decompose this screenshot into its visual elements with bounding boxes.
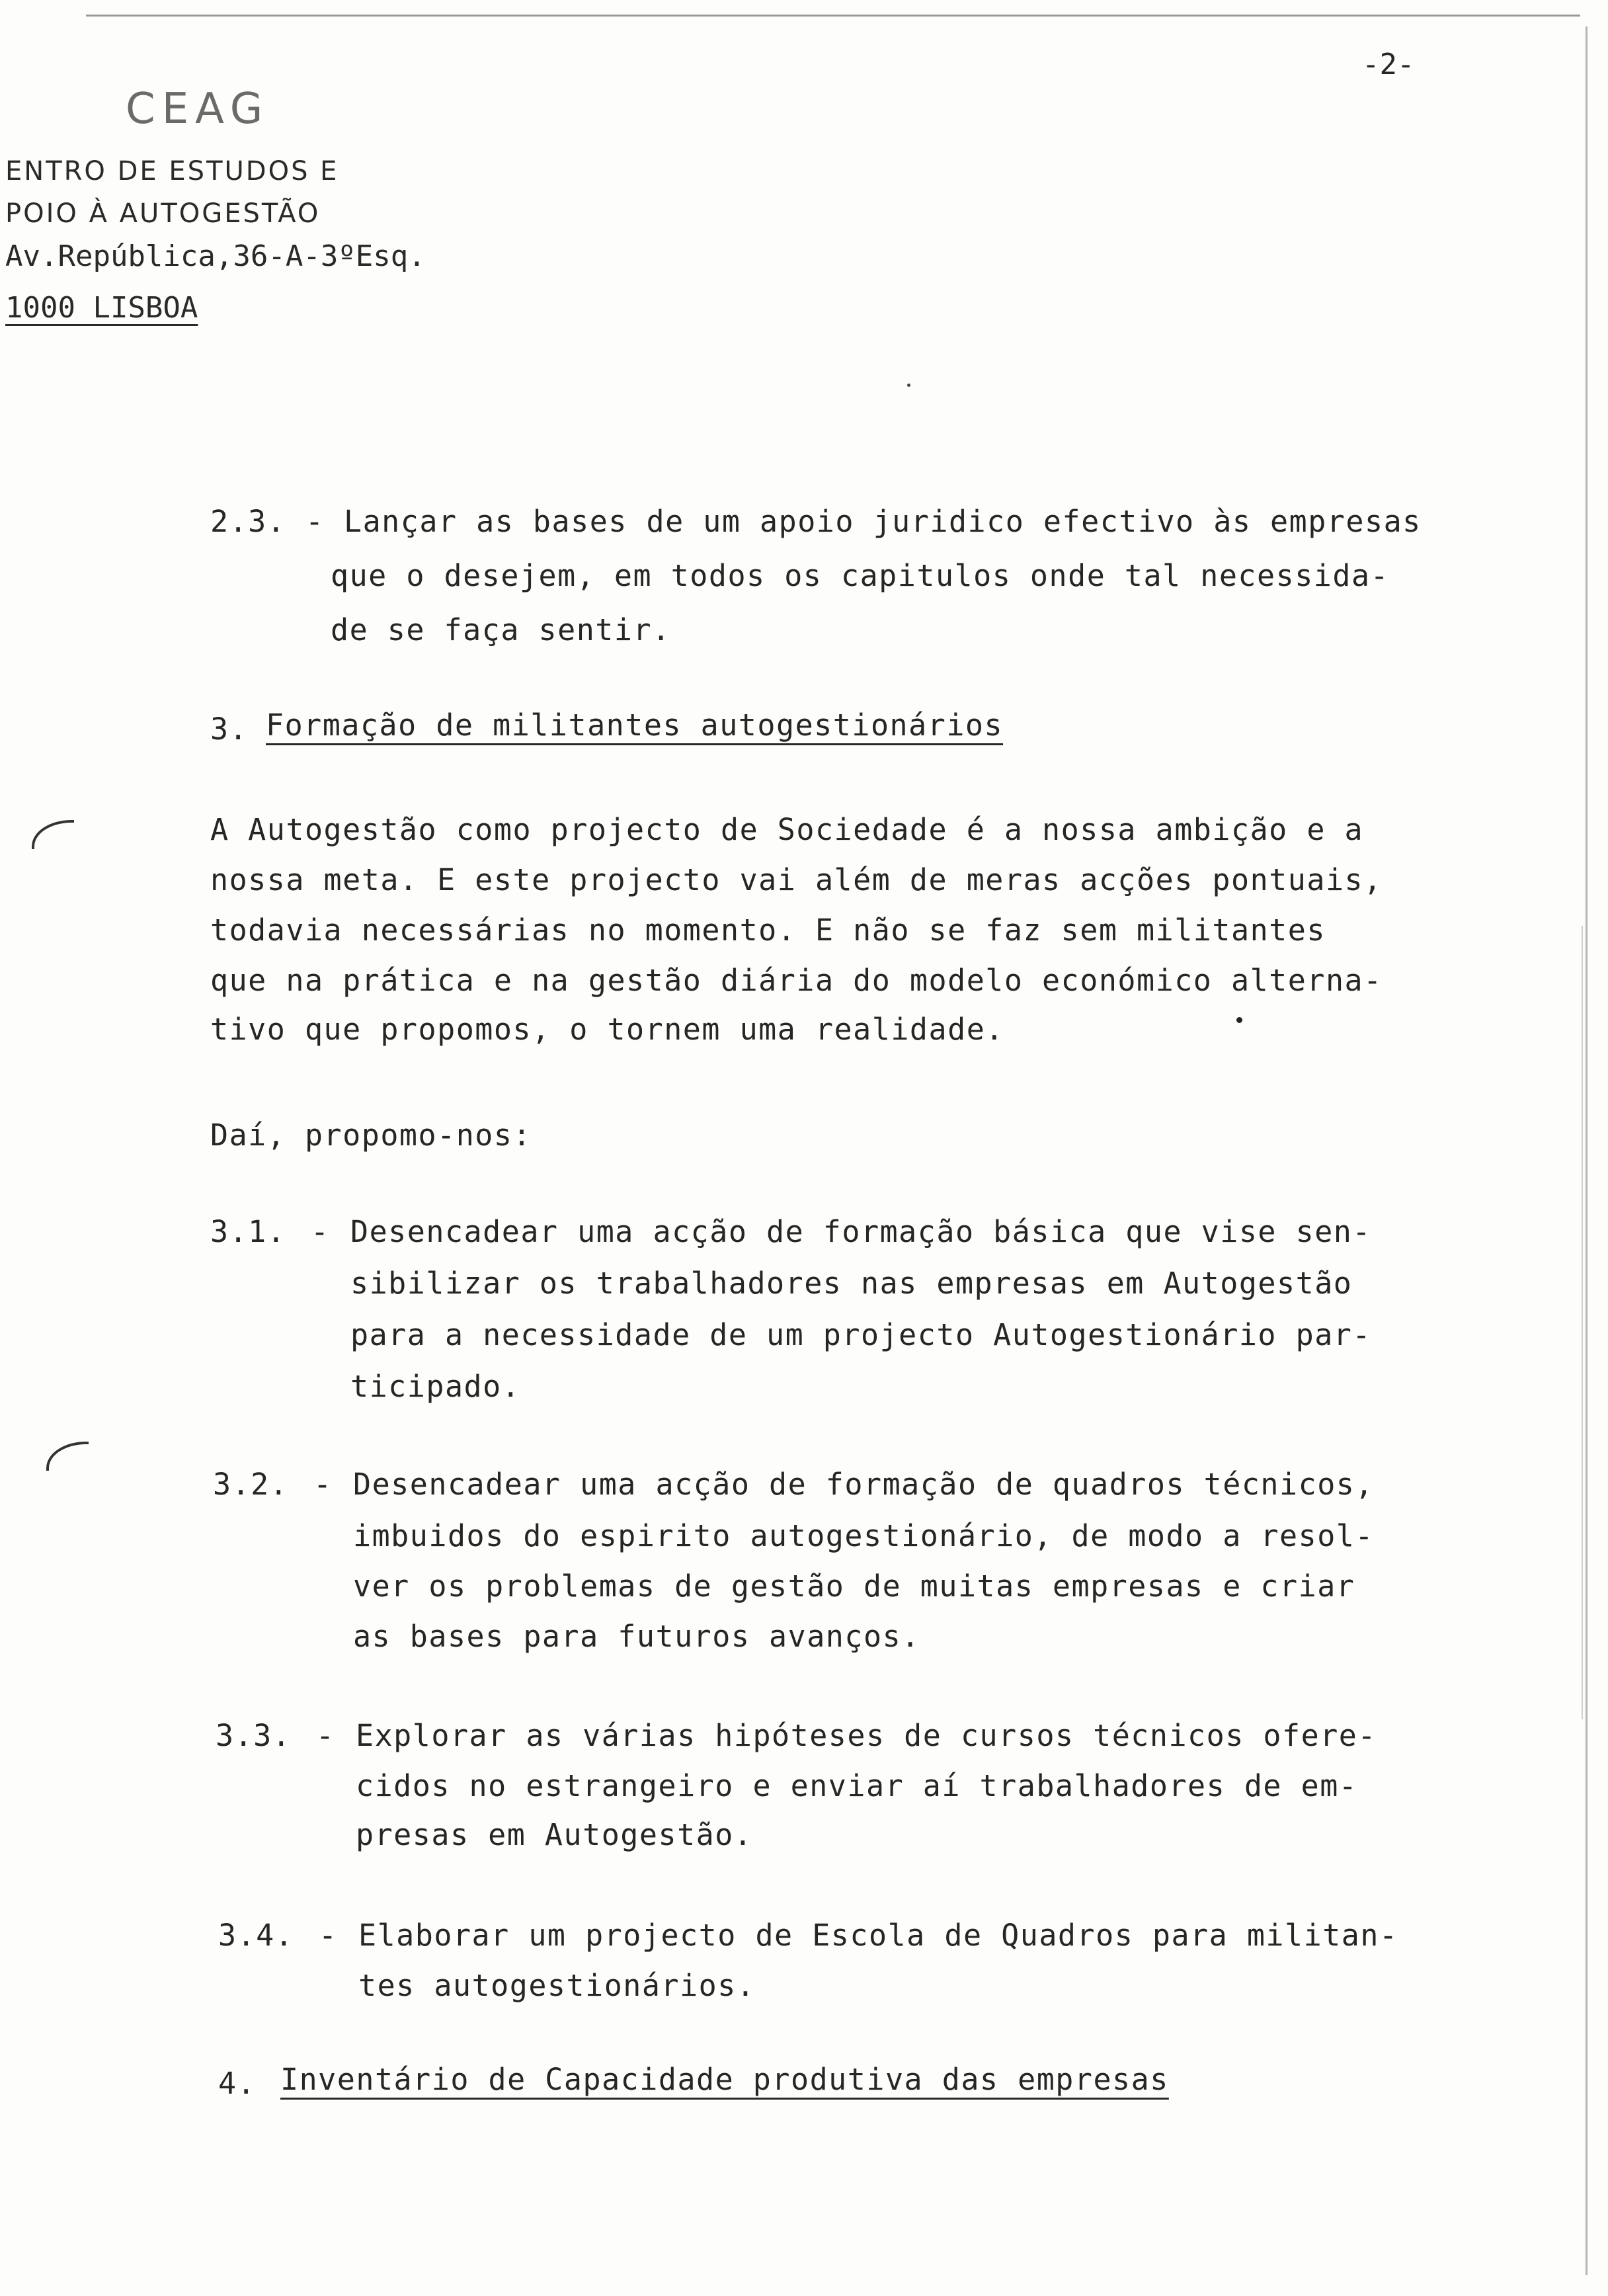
paragraph-line-4: que na prática e na gestão diária do modelo económico alterna- bbox=[210, 963, 1383, 998]
ink-dot bbox=[1236, 1017, 1242, 1023]
letterhead-address: Av.República,36-A-3ºEsq. bbox=[5, 239, 426, 273]
item-3-3-line-1: Explorar as várias hipóteses de cursos técnicos ofere- bbox=[356, 1718, 1377, 1753]
item-3-2-line-3: ver os problemas de gestão de muitas empresas e criar bbox=[353, 1569, 1355, 1604]
item-3-1-line-4: ticipado. bbox=[350, 1369, 521, 1404]
item-3-1-dash: - bbox=[311, 1214, 330, 1249]
item-3-4-dash: - bbox=[319, 1918, 338, 1953]
ink-dot bbox=[907, 384, 910, 387]
item-2-3-line-3: de se faça sentir. bbox=[331, 612, 671, 647]
paragraph-line-1: A Autogestão como projecto de Sociedade é a nossa ambição e a bbox=[210, 812, 1364, 847]
page-top-edge bbox=[86, 15, 1580, 17]
item-3-1-number: 3.1. bbox=[210, 1214, 286, 1249]
item-2-3-number: 2.3. bbox=[210, 504, 286, 539]
paragraph-line-3: todavia necessárias no momento. E não se faz sem militantes bbox=[210, 913, 1326, 948]
item-3-4-line-1: Elaborar um projecto de Escola de Quadros para militan- bbox=[358, 1918, 1398, 1953]
item-3-2-line-2: imbuidos do espirito autogestionário, de modo a resol- bbox=[353, 1518, 1374, 1553]
letterhead-logo: CEAG bbox=[126, 85, 270, 134]
item-2-3-line-2: que o desejem, em todos os capitulos onde tal necessida- bbox=[331, 558, 1390, 593]
item-3-2-line-1: Desencadear uma acção de formação de quadros técnicos, bbox=[353, 1467, 1374, 1502]
item-3-1-line-3: para a necessidade de um projecto Autogestionário par- bbox=[350, 1317, 1371, 1352]
letterhead-city: 1000 LISBOA bbox=[5, 291, 198, 325]
page-number: -2- bbox=[1362, 48, 1415, 81]
item-3-3-line-2: cidos no estrangeiro e enviar aí trabalhadores de em- bbox=[356, 1768, 1358, 1803]
item-3-1-line-2: sibilizar os trabalhadores nas empresas em Autogestão bbox=[350, 1266, 1353, 1301]
letterhead-line-1: ENTRO DE ESTUDOS E bbox=[5, 156, 339, 186]
paragraph-line-2: nossa meta. E este projecto vai além de meras acções pontuais, bbox=[210, 862, 1383, 897]
section-3-title: Formação de militantes autogestionários bbox=[266, 708, 1004, 743]
item-3-3-dash: - bbox=[316, 1718, 335, 1753]
item-3-1-line-1: Desencadear uma acção de formação básica que vise sen- bbox=[350, 1214, 1371, 1249]
page-right-edge-shadow bbox=[1582, 926, 1583, 1719]
section-4-title: Inventário de Capacidade produtiva das empresas bbox=[280, 2062, 1169, 2097]
hole-punch-mark bbox=[46, 1442, 89, 1471]
item-3-2-dash: - bbox=[313, 1467, 333, 1502]
item-3-3-number: 3.3. bbox=[216, 1718, 292, 1753]
item-2-3-dash: - bbox=[305, 504, 325, 539]
item-3-4-line-2: tes autogestionários. bbox=[358, 1968, 756, 2003]
hole-punch-mark bbox=[32, 820, 74, 849]
item-3-4-number: 3.4. bbox=[218, 1918, 294, 1953]
item-2-3-line-1: Lançar as bases de um apoio juridico efectivo às empresas bbox=[344, 504, 1422, 539]
letterhead-line-2: POIO À AUTOGESTÃO bbox=[5, 198, 321, 229]
section-3-number: 3. bbox=[210, 712, 249, 747]
paragraph-line-5: tivo que propomos, o tornem uma realidade. bbox=[210, 1012, 1004, 1047]
page-right-edge bbox=[1586, 26, 1588, 2275]
item-3-3-line-3: presas em Autogestão. bbox=[356, 1817, 753, 1852]
intro-text: Daí, propomo-nos: bbox=[210, 1118, 532, 1153]
section-4-number: 4. bbox=[218, 2066, 257, 2101]
item-3-2-line-4: as bases para futuros avanços. bbox=[353, 1619, 920, 1654]
item-3-2-number: 3.2. bbox=[213, 1467, 289, 1502]
